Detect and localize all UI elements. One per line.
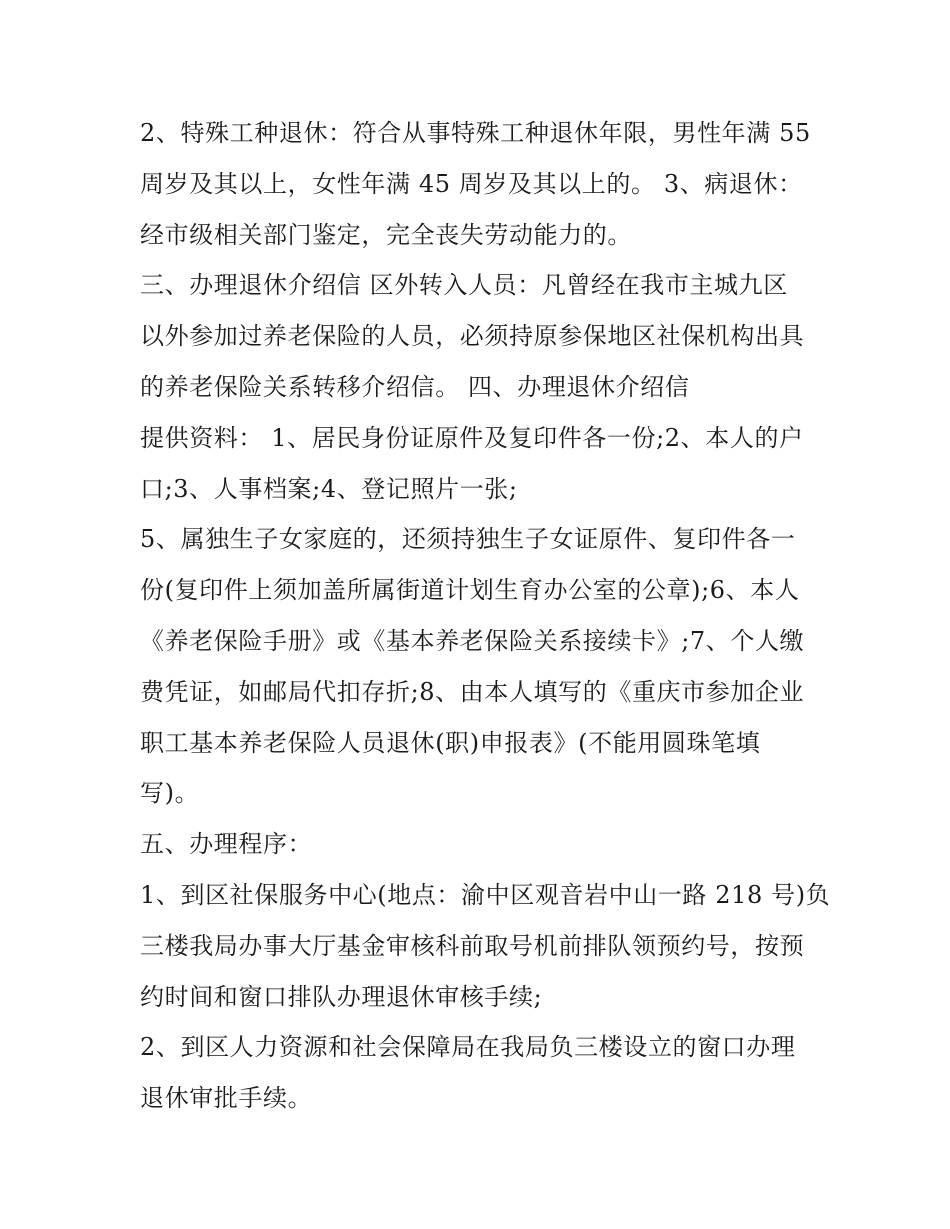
text-line: 写)。 [140,779,200,808]
text-line: 周岁及其以上，女性年满 45 周岁及其以上的。 3、病退休： [140,169,803,198]
text-line: 的养老保险关系转移介绍信。 四、办理退休介绍信 [140,372,690,401]
text-line: 三楼我局办事大厅基金审核科前取号机前排队领预约号，按预 [140,931,805,960]
text-line: 五、办理程序： [140,830,313,859]
document-body [140,108,830,1124]
text-line: 《养老保险手册》或《基本养老保险关系接续卡》;7、个人缴 [140,626,805,655]
text-line: 约时间和窗口排队办理退休审核手续; [140,982,543,1011]
text-line: 5、属独生子女家庭的，还须持独生子女证原件、复印件各一 [140,525,796,554]
text-line: 2、特殊工种退休：符合从事特殊工种退休年限，男性年满 55 [140,119,811,147]
text-line: 经市级相关部门鉴定，完全丧失劳动能力的。 [140,220,632,249]
text-line: 口;3、人事档案;4、登记照片一张; [140,474,518,503]
text-line: 以外参加过养老保险的人员，必须持原参保地区社保机构出具 [140,322,805,351]
text-line: 份(复印件上须加盖所属街道计划生育办公室的公章);6、本人 [140,576,800,605]
text-line: 2、到区人力资源和社会保障局在我局负三楼设立的窗口办理 [140,1033,796,1062]
text-line: 费凭证，如邮局代扣存折;8、由本人填写的《重庆市参加企业 [140,677,805,706]
text-line: 三、办理退休介绍信 区外转入人员：凡曾经在我市主城九区 [140,271,788,300]
text-line: 职工基本养老保险人员退休(职)申报表》(不能用圆珠笔填 [140,728,761,757]
text-line: 退休审批手续。 [140,1084,313,1113]
text-line: 1、到区社保服务中心(地点：渝中区观音岩中山一路 218 号)负 [140,880,831,909]
text-line: 提供资料： 1、居民身份证原件及复印件各一份;2、本人的户 [140,423,804,452]
